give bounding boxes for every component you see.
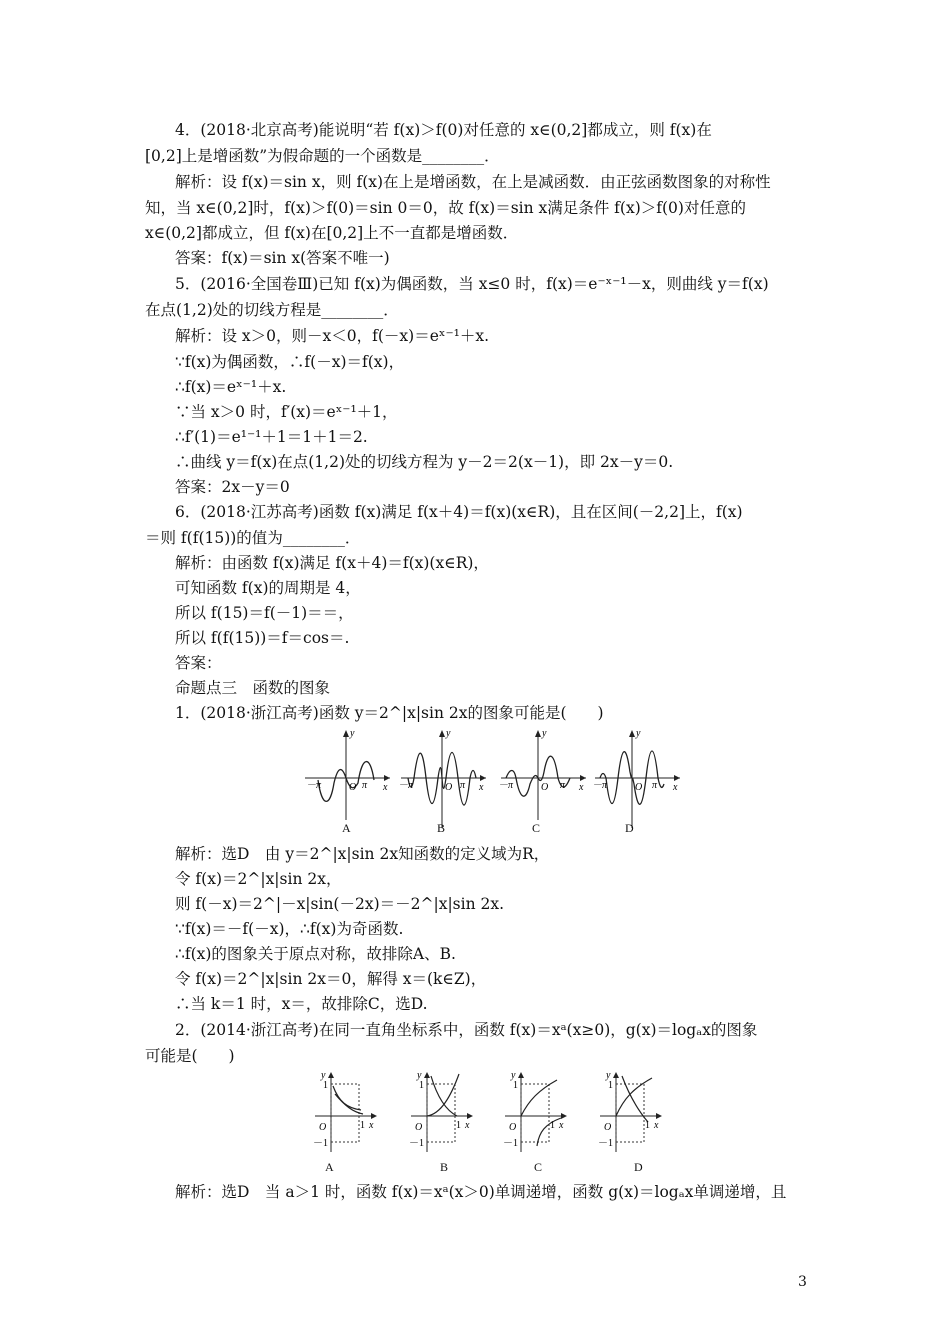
- svg-text:x: x: [479, 782, 484, 793]
- text-line: 所以 f(f(15))＝f＝cos＝.: [175, 629, 350, 647]
- svg-text:π: π: [460, 780, 466, 791]
- svg-text:y: y: [636, 728, 641, 739]
- svg-text:O: O: [415, 1122, 423, 1133]
- svg-text:－π: －π: [498, 780, 514, 791]
- text-line: 知，当 x∈(0,2]时，f(x)＞f(0)＝sin 0＝0，故 f(x)＝sin x满足条件 f(x)＞f(0)对任意的: [145, 199, 746, 217]
- svg-text:－1: －1: [598, 1138, 613, 1149]
- text-line: 解析：设 x＞0，则－x＜0，f(－x)＝eˣ⁻¹＋x.: [175, 327, 490, 345]
- text-line: 可能是( ): [145, 1047, 235, 1065]
- text-line: x∈(0,2]都成立，但 f(x)在[0,2]上不一直都是增函数．: [145, 224, 519, 242]
- text-line: ∴f′(1)＝e¹⁻¹＋1＝1＋1＝2.: [175, 428, 368, 446]
- figure-graphs-2: [305, 1066, 685, 1158]
- text-line: 解析：选D 由 y＝2^|x|sin 2x知函数的定义域为R，: [175, 845, 550, 863]
- y-label: y: [350, 728, 355, 739]
- svg-text:1: 1: [323, 1080, 328, 1091]
- svg-text:1: 1: [456, 1120, 461, 1131]
- graph-d: [592, 728, 680, 828]
- svg-text:x: x: [673, 782, 678, 793]
- graph-2a: [313, 1070, 377, 1152]
- svg-text:－π: －π: [306, 780, 322, 791]
- svg-text:x: x: [383, 782, 388, 793]
- graph-2b: [409, 1070, 473, 1152]
- option-label-2a: A: [325, 1160, 334, 1174]
- text-line: 在点(1,2)处的切线方程是________．: [145, 301, 399, 319]
- option-label-d: D: [625, 821, 634, 835]
- option-label-b: B: [437, 821, 446, 835]
- svg-text:1: 1: [550, 1120, 555, 1131]
- svg-text:π: π: [560, 780, 566, 791]
- text-line: ∵f(x)为偶函数，∴f(－x)＝f(x)，: [175, 353, 405, 371]
- svg-text:y: y: [511, 1070, 516, 1081]
- svg-text:π: π: [362, 780, 368, 791]
- option-label-2b: B: [440, 1160, 449, 1174]
- svg-text:O: O: [635, 782, 643, 793]
- text-line: 6．(2018·江苏高考)函数 f(x)满足 f(x＋4)＝f(x)(x∈R)，且在区间(－2,2]上，f(x): [175, 503, 743, 521]
- text-line: ∴f(x)的图象关于原点对称，故排除A、B.: [175, 945, 456, 963]
- text-line: ∴曲线 y＝f(x)在点(1,2)处的切线方程为 y－2＝2(x－1)，即 2x－y＝0.: [175, 453, 674, 471]
- section-heading: 命题点三 函数的图象: [175, 679, 331, 697]
- text-line: 解析：设 f(x)＝sin x，则 f(x)在上是增函数，在上是减函数．由正弦函数图象的对称性: [175, 173, 771, 191]
- graph-2d: [598, 1070, 662, 1152]
- text-line: 5．(2016·全国卷Ⅲ)已知 f(x)为偶函数，当 x≤0 时，f(x)＝e⁻ˣ⁻¹－x，则曲线 y＝f(x): [175, 275, 769, 293]
- svg-text:－1: －1: [409, 1138, 424, 1149]
- svg-text:－π: －π: [592, 780, 608, 791]
- svg-text:O: O: [509, 1122, 517, 1133]
- svg-text:x: x: [654, 1120, 659, 1131]
- text-line: ＝则 f(f(15))的值为________．: [145, 529, 361, 547]
- svg-text:1: 1: [360, 1120, 365, 1131]
- text-line: 答案：: [175, 654, 222, 672]
- svg-text:y: y: [321, 1070, 326, 1081]
- graph-c: [498, 728, 586, 820]
- option-label-a: A: [342, 821, 351, 835]
- text-line: 答案：2x－y＝0: [175, 478, 290, 496]
- svg-text:－1: －1: [313, 1138, 328, 1149]
- svg-text:1: 1: [419, 1080, 424, 1091]
- svg-text:O: O: [349, 782, 357, 793]
- text-line: 2．(2014·浙江高考)在同一直角坐标系中，函数 f(x)＝xᵃ(x≥0)，g(x)＝logₐx的图象: [175, 1021, 758, 1039]
- graph-b: [398, 728, 486, 828]
- svg-text:1: 1: [645, 1120, 650, 1131]
- svg-text:O: O: [604, 1122, 612, 1133]
- text-line: 解析：由函数 f(x)满足 f(x＋4)＝f(x)(x∈R)，: [175, 554, 489, 572]
- svg-text:－1: －1: [503, 1138, 518, 1149]
- text-line: 可知函数 f(x)的周期是 4，: [175, 579, 361, 597]
- svg-text:π: π: [652, 780, 658, 791]
- svg-text:O: O: [319, 1122, 327, 1133]
- svg-text:y: y: [417, 1070, 422, 1081]
- svg-text:O: O: [445, 782, 453, 793]
- text-line: [0,2]上是增函数”为假命题的一个函数是________．: [145, 147, 500, 165]
- svg-text:O: O: [541, 782, 549, 793]
- svg-text:1: 1: [608, 1080, 613, 1091]
- text-line: 令 f(x)＝2^|x|sin 2x＝0，解得 x＝(k∈Z)，: [175, 970, 487, 988]
- text-line: ∵f(x)＝－f(－x)，∴f(x)为奇函数.: [175, 920, 404, 938]
- text-line: ∴当 k＝1 时，x＝，故排除C，选D.: [175, 995, 428, 1013]
- svg-text:x: x: [559, 1120, 564, 1131]
- text-line: 所以 f(15)＝f(－1)＝＝，: [175, 604, 354, 622]
- page-number: 3: [798, 1274, 807, 1290]
- text-line: ∵当 x＞0 时，f′(x)＝eˣ⁻¹＋1，: [175, 403, 398, 421]
- svg-text:y: y: [446, 728, 451, 739]
- option-label-2d: D: [634, 1160, 643, 1174]
- text-line: 答案：f(x)＝sin x(答案不唯一): [175, 249, 390, 267]
- text-line: 令 f(x)＝2^|x|sin 2x，: [175, 870, 342, 888]
- text-line: 则 f(－x)＝2^|－x|sin(－2x)＝－2^|x|sin 2x.: [175, 895, 505, 913]
- option-label-2c: C: [534, 1160, 543, 1174]
- text-line: 4．(2018·北京高考)能说明“若 f(x)＞f(0)对任意的 x∈(0,2]都成立，则 f(x)在: [175, 121, 712, 139]
- graph-2c: [503, 1070, 567, 1152]
- text-line: ∴f(x)＝eˣ⁻¹＋x.: [175, 378, 287, 396]
- svg-text:x: x: [579, 782, 584, 793]
- svg-text:x: x: [369, 1120, 374, 1131]
- svg-text:y: y: [606, 1070, 611, 1081]
- text-line: 1．(2018·浙江高考)函数 y＝2^|x|sin 2x的图象可能是( ): [175, 704, 604, 722]
- svg-text:x: x: [465, 1120, 470, 1131]
- text-line: 解析：选D 当 a＞1 时，函数 f(x)＝xᵃ(x＞0)单调递增，函数 g(x)＝logₐx单调递增，且: [175, 1183, 787, 1201]
- svg-text:1: 1: [513, 1080, 518, 1091]
- graph-a: [305, 728, 390, 820]
- svg-text:y: y: [542, 728, 547, 739]
- option-label-c: C: [532, 821, 541, 835]
- svg-text:－π: －π: [398, 780, 414, 791]
